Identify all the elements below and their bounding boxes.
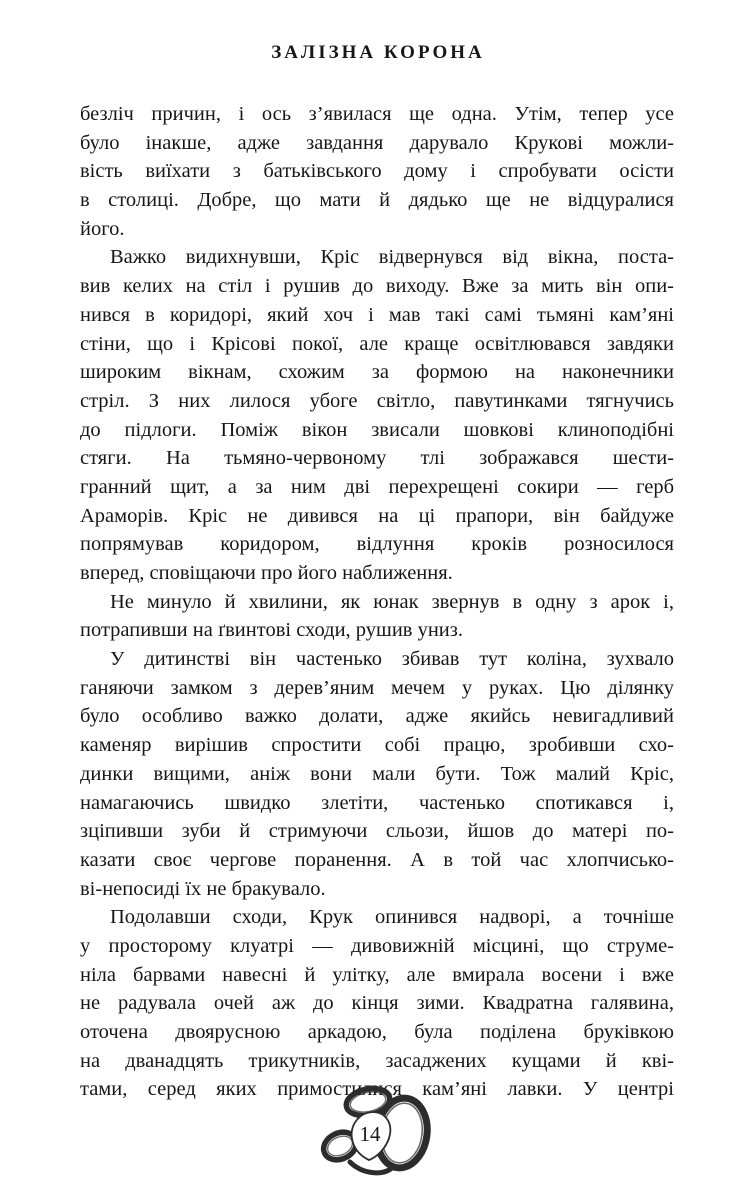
text-line: гранний щит, а за ним дві перехрещені сокири — герб: [80, 475, 674, 498]
text-line: У дитинстві він частенько збивав тут коліна, зухвало: [110, 648, 674, 671]
text-line: було інакше, адже завдання дарувало Крукові можли-: [80, 131, 674, 154]
text-line: нився в коридорі, який хоч і мав такі самі тьмяні кам’яні: [80, 303, 674, 326]
text-line: вив келих на стіл і рушив до виходу. Вже за мить він опи-: [80, 275, 674, 298]
text-line: Не минуло й хвилини, як юнак звернув в одну з арок і,: [110, 590, 674, 613]
text-line: казати своє чергове поранення. А в той час хлопчисько-: [80, 848, 674, 871]
text-line: ганяючи замком з дерев’яним мечем у руках. Цю ділянку: [80, 676, 674, 699]
text-line: широким вікнам, схожим за формою на наконечники: [80, 361, 674, 384]
text-line: в столиці. Добре, що мати й дядько ще не відцуралися: [80, 189, 674, 212]
page-number: 14: [359, 1122, 381, 1146]
text-line: у просторому клуатрі — дивовижній місцині, що струме-: [80, 934, 674, 957]
text-line: вперед, сповіщаючи про його наближення.: [80, 562, 453, 584]
text-line: стріл. З них лилося убоге світло, павутинками тягнучись: [80, 389, 674, 412]
text-line: стяги. На тьмяно-червоному тлі зображався шести-: [80, 447, 674, 470]
running-head: ЗАЛІЗНА КОРОНА: [271, 42, 485, 63]
text-line: безліч причин, і ось з’явилася ще одна. Утім, тепер усе: [80, 103, 674, 125]
text-line: Подолавши сходи, Крук опинився надворі, а точніше: [110, 906, 674, 929]
text-line: каменяр вирішив спростити собі працю, зробивши схо-: [80, 734, 674, 757]
text-line: зціпивши зуби й стримуючи сльози, йшов до матері по-: [80, 820, 674, 843]
text-line: не радувала очей аж до кінця зими. Квадратна галявина,: [80, 992, 674, 1015]
body-text: [80, 100, 674, 1104]
knot-ornament-icon: [316, 1084, 440, 1181]
text-line: вість виїхати з батьківського дому і спробувати осісти: [80, 160, 674, 183]
text-line: тами, серед яких примостилися кам’яні лавки. У центрі: [80, 1078, 674, 1101]
text-line: оточена двоярусною аркадою, була поділена бруківкою: [80, 1021, 674, 1043]
text-line: стіни, що і Крісові покої, але краще освітлювався завдяки: [80, 332, 674, 355]
text-line: намагаючись швидко злетіти, частенько спотикався і,: [80, 791, 674, 814]
text-line: на дванадцять трикутників, засаджених кущами й кві-: [80, 1049, 674, 1072]
text-line: динки вищими, аніж вони мали бути. Тож малий Кріс,: [80, 762, 674, 785]
text-line: ві-непосиді їх не бракувало.: [80, 877, 326, 900]
text-line: потрапивши на ґвинтові сходи, рушив униз.: [80, 619, 464, 642]
page-ornament: [316, 1084, 440, 1181]
text-line: було особливо важко долати, адже якийсь невигадливий: [80, 705, 674, 728]
text-line: попрямував коридором, відлуння кроків розносилося: [80, 533, 674, 556]
text-line: Араморів. Кріс не дивився на ці прапори, він байдуже: [80, 504, 674, 527]
text-line: Важко видихнувши, Кріс відвернувся від вікна, поста-: [110, 246, 674, 269]
text-line: його.: [80, 217, 125, 240]
text-line: до підлоги. Поміж вікон звисали шовкові клиноподібні: [80, 418, 674, 441]
text-line: ніла барвами навесні й улітку, але вмирала восени і вже: [80, 963, 674, 986]
